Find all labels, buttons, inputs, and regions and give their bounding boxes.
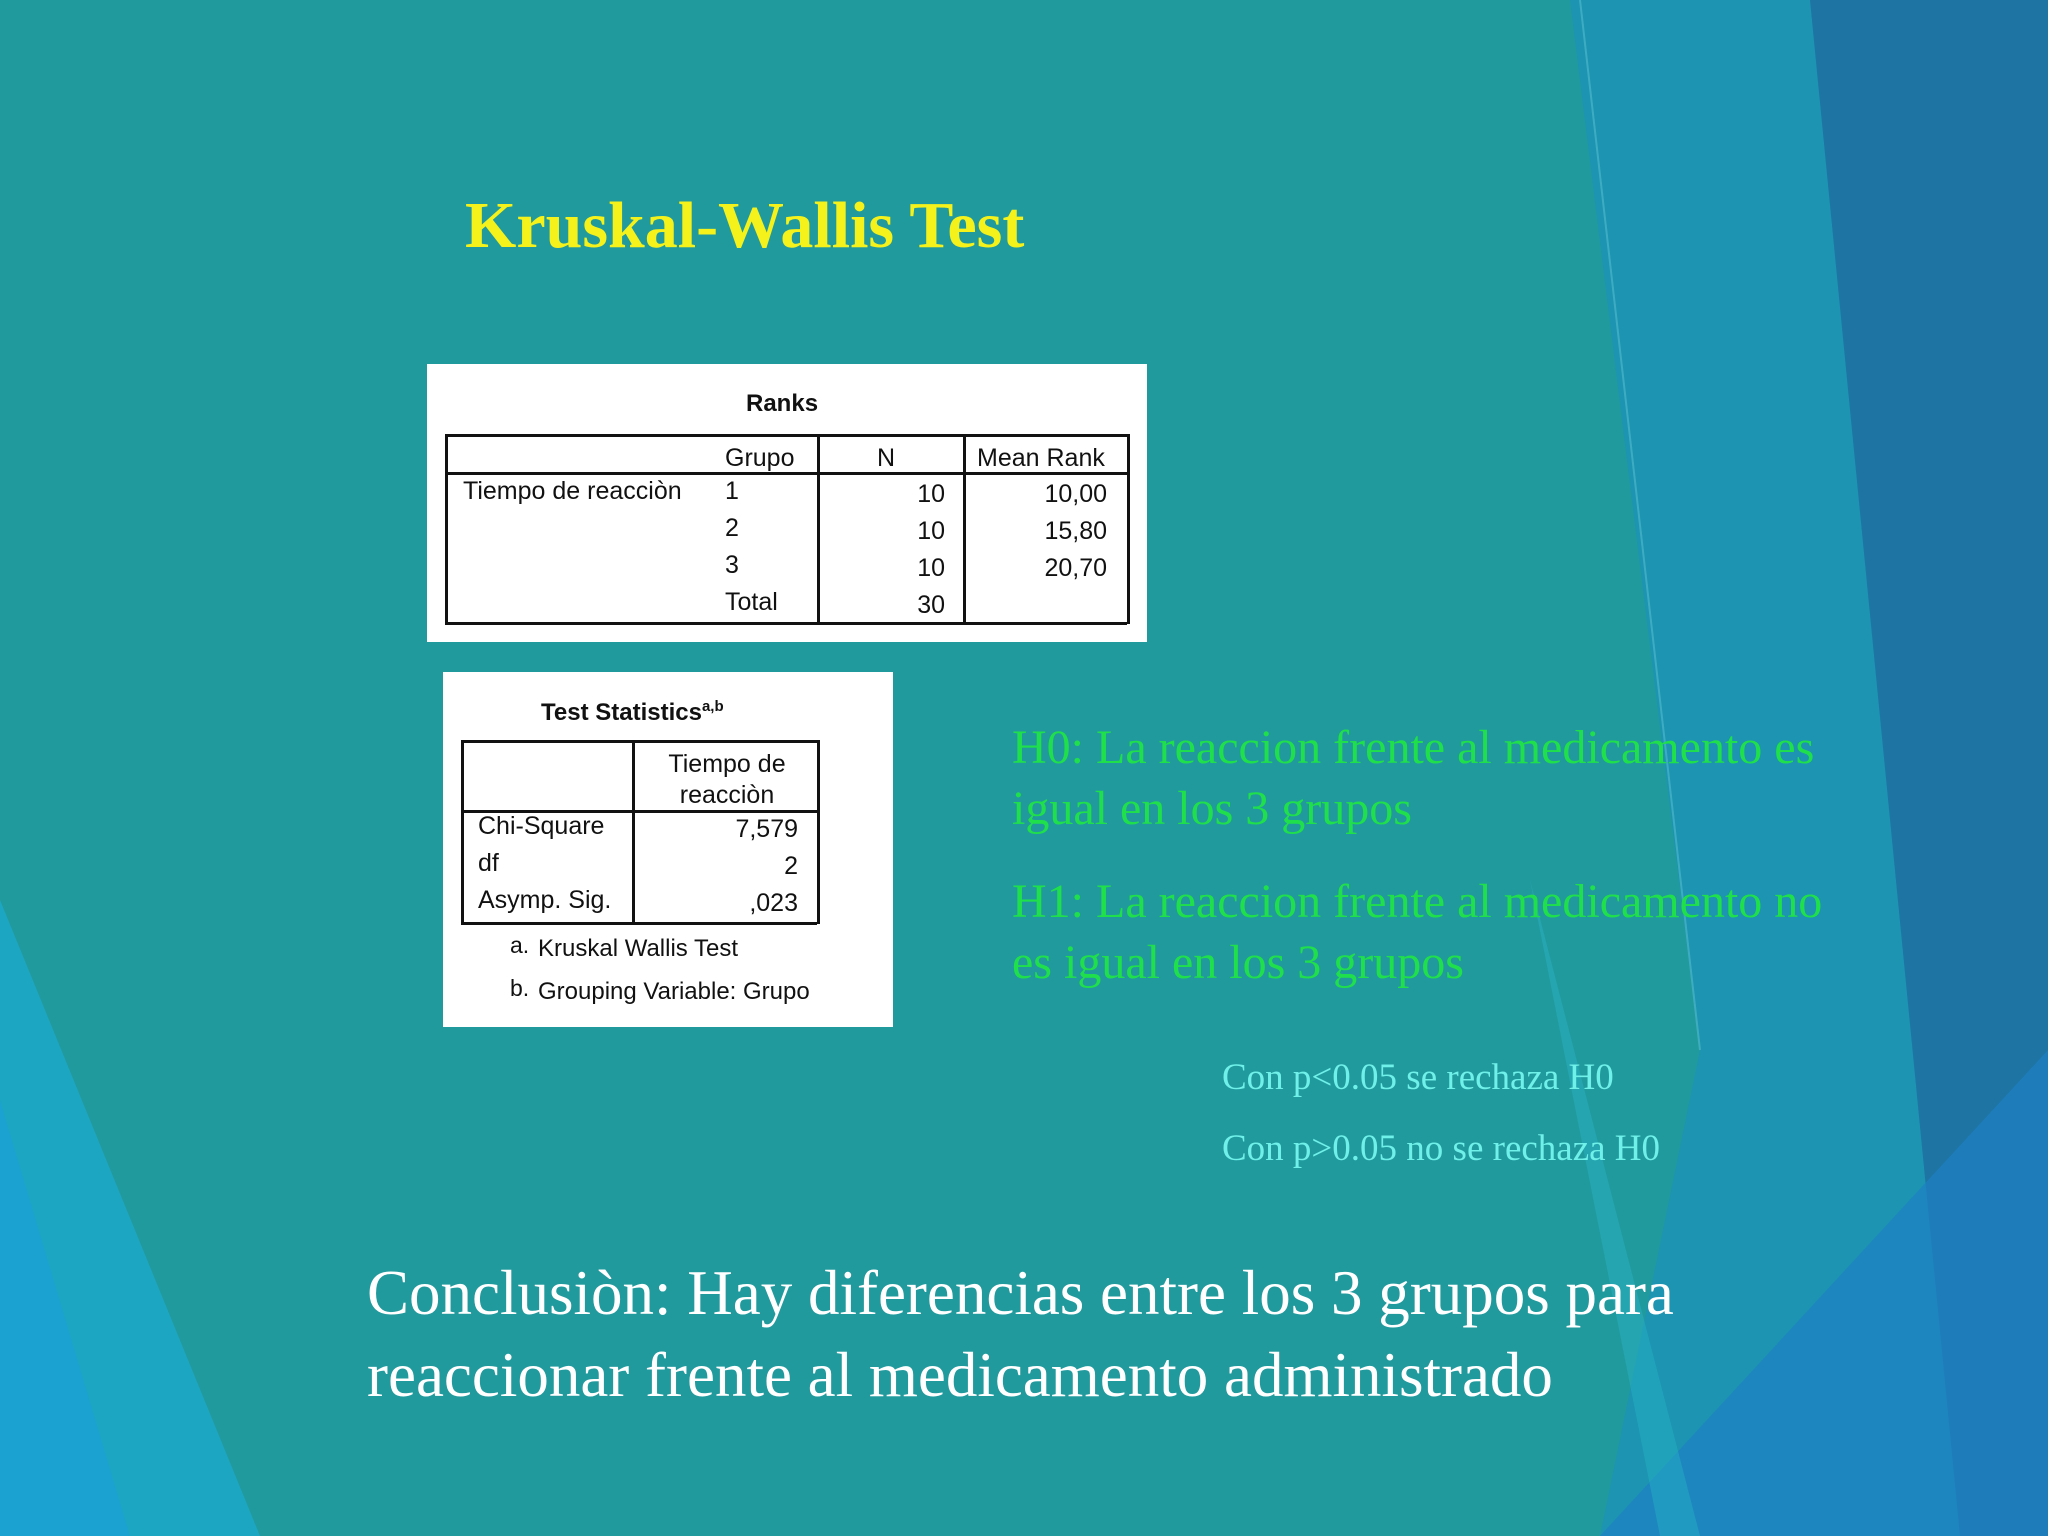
n-cell: 10 xyxy=(917,554,945,582)
slide-title: Kruskal-Wallis Test xyxy=(465,189,1025,262)
mean-rank-cell: 10,00 xyxy=(1044,480,1107,508)
stat-value: 2 xyxy=(784,852,798,880)
conclusion-text: Conclusiòn: Hay diferencias entre los 3 grupos para reaccionar frente al medicamento administrado xyxy=(367,1258,1674,1410)
footnote-text: Grouping Variable: Grupo xyxy=(538,978,810,1005)
header-grupo: Grupo xyxy=(725,444,795,472)
column-header-line2: reacciòn xyxy=(679,781,775,809)
header-n: N xyxy=(877,444,896,472)
test-statistics-title: Test Statistics$^{a,b}$ xyxy=(541,698,724,726)
column-header-line1: Tiempo de xyxy=(668,750,786,778)
stat-label: df xyxy=(478,849,499,877)
grupo-cell: 2 xyxy=(725,514,739,542)
ranks-table xyxy=(427,364,1147,642)
n-cell: 10 xyxy=(917,480,945,508)
ranks-title: Ranks xyxy=(746,390,819,417)
footnote-text: Kruskal Wallis Test xyxy=(538,935,739,962)
row-label: Tiempo de reacciòn xyxy=(463,477,682,505)
n-cell: 10 xyxy=(917,517,945,545)
header-mean-rank: Mean Rank xyxy=(977,444,1105,472)
test-statistics-table xyxy=(443,672,893,1027)
stat-label: Chi-Square xyxy=(478,812,605,840)
grupo-cell: 1 xyxy=(725,477,739,505)
grupo-cell: Total xyxy=(725,588,778,616)
stat-value: ,023 xyxy=(749,889,798,917)
title-footnote-marker: a,b xyxy=(701,698,724,715)
stat-value: 7,579 xyxy=(735,815,798,843)
mean-rank-cell: 15,80 xyxy=(1044,517,1107,545)
footnote-marker: b. xyxy=(510,975,530,1001)
grupo-cell: 3 xyxy=(725,551,739,579)
decision-rule-reject: Con p<0.05 se rechaza H0 xyxy=(1222,1057,1614,1098)
hypothesis-h0: H0: La reaccion frente al medicamento es igual en los 3 grupos xyxy=(1012,721,1815,835)
hypothesis-h1: H1: La reaccion frente al medicamento no es igual en los 3 grupos xyxy=(1012,875,1823,989)
mean-rank-cell: 20,70 xyxy=(1044,554,1107,582)
footnote-marker: a. xyxy=(510,932,530,958)
decision-rule-not-reject: Con p>0.05 no se rechaza H0 xyxy=(1222,1128,1661,1169)
stat-label: Asymp. Sig. xyxy=(478,886,612,914)
n-cell: 30 xyxy=(917,591,945,619)
